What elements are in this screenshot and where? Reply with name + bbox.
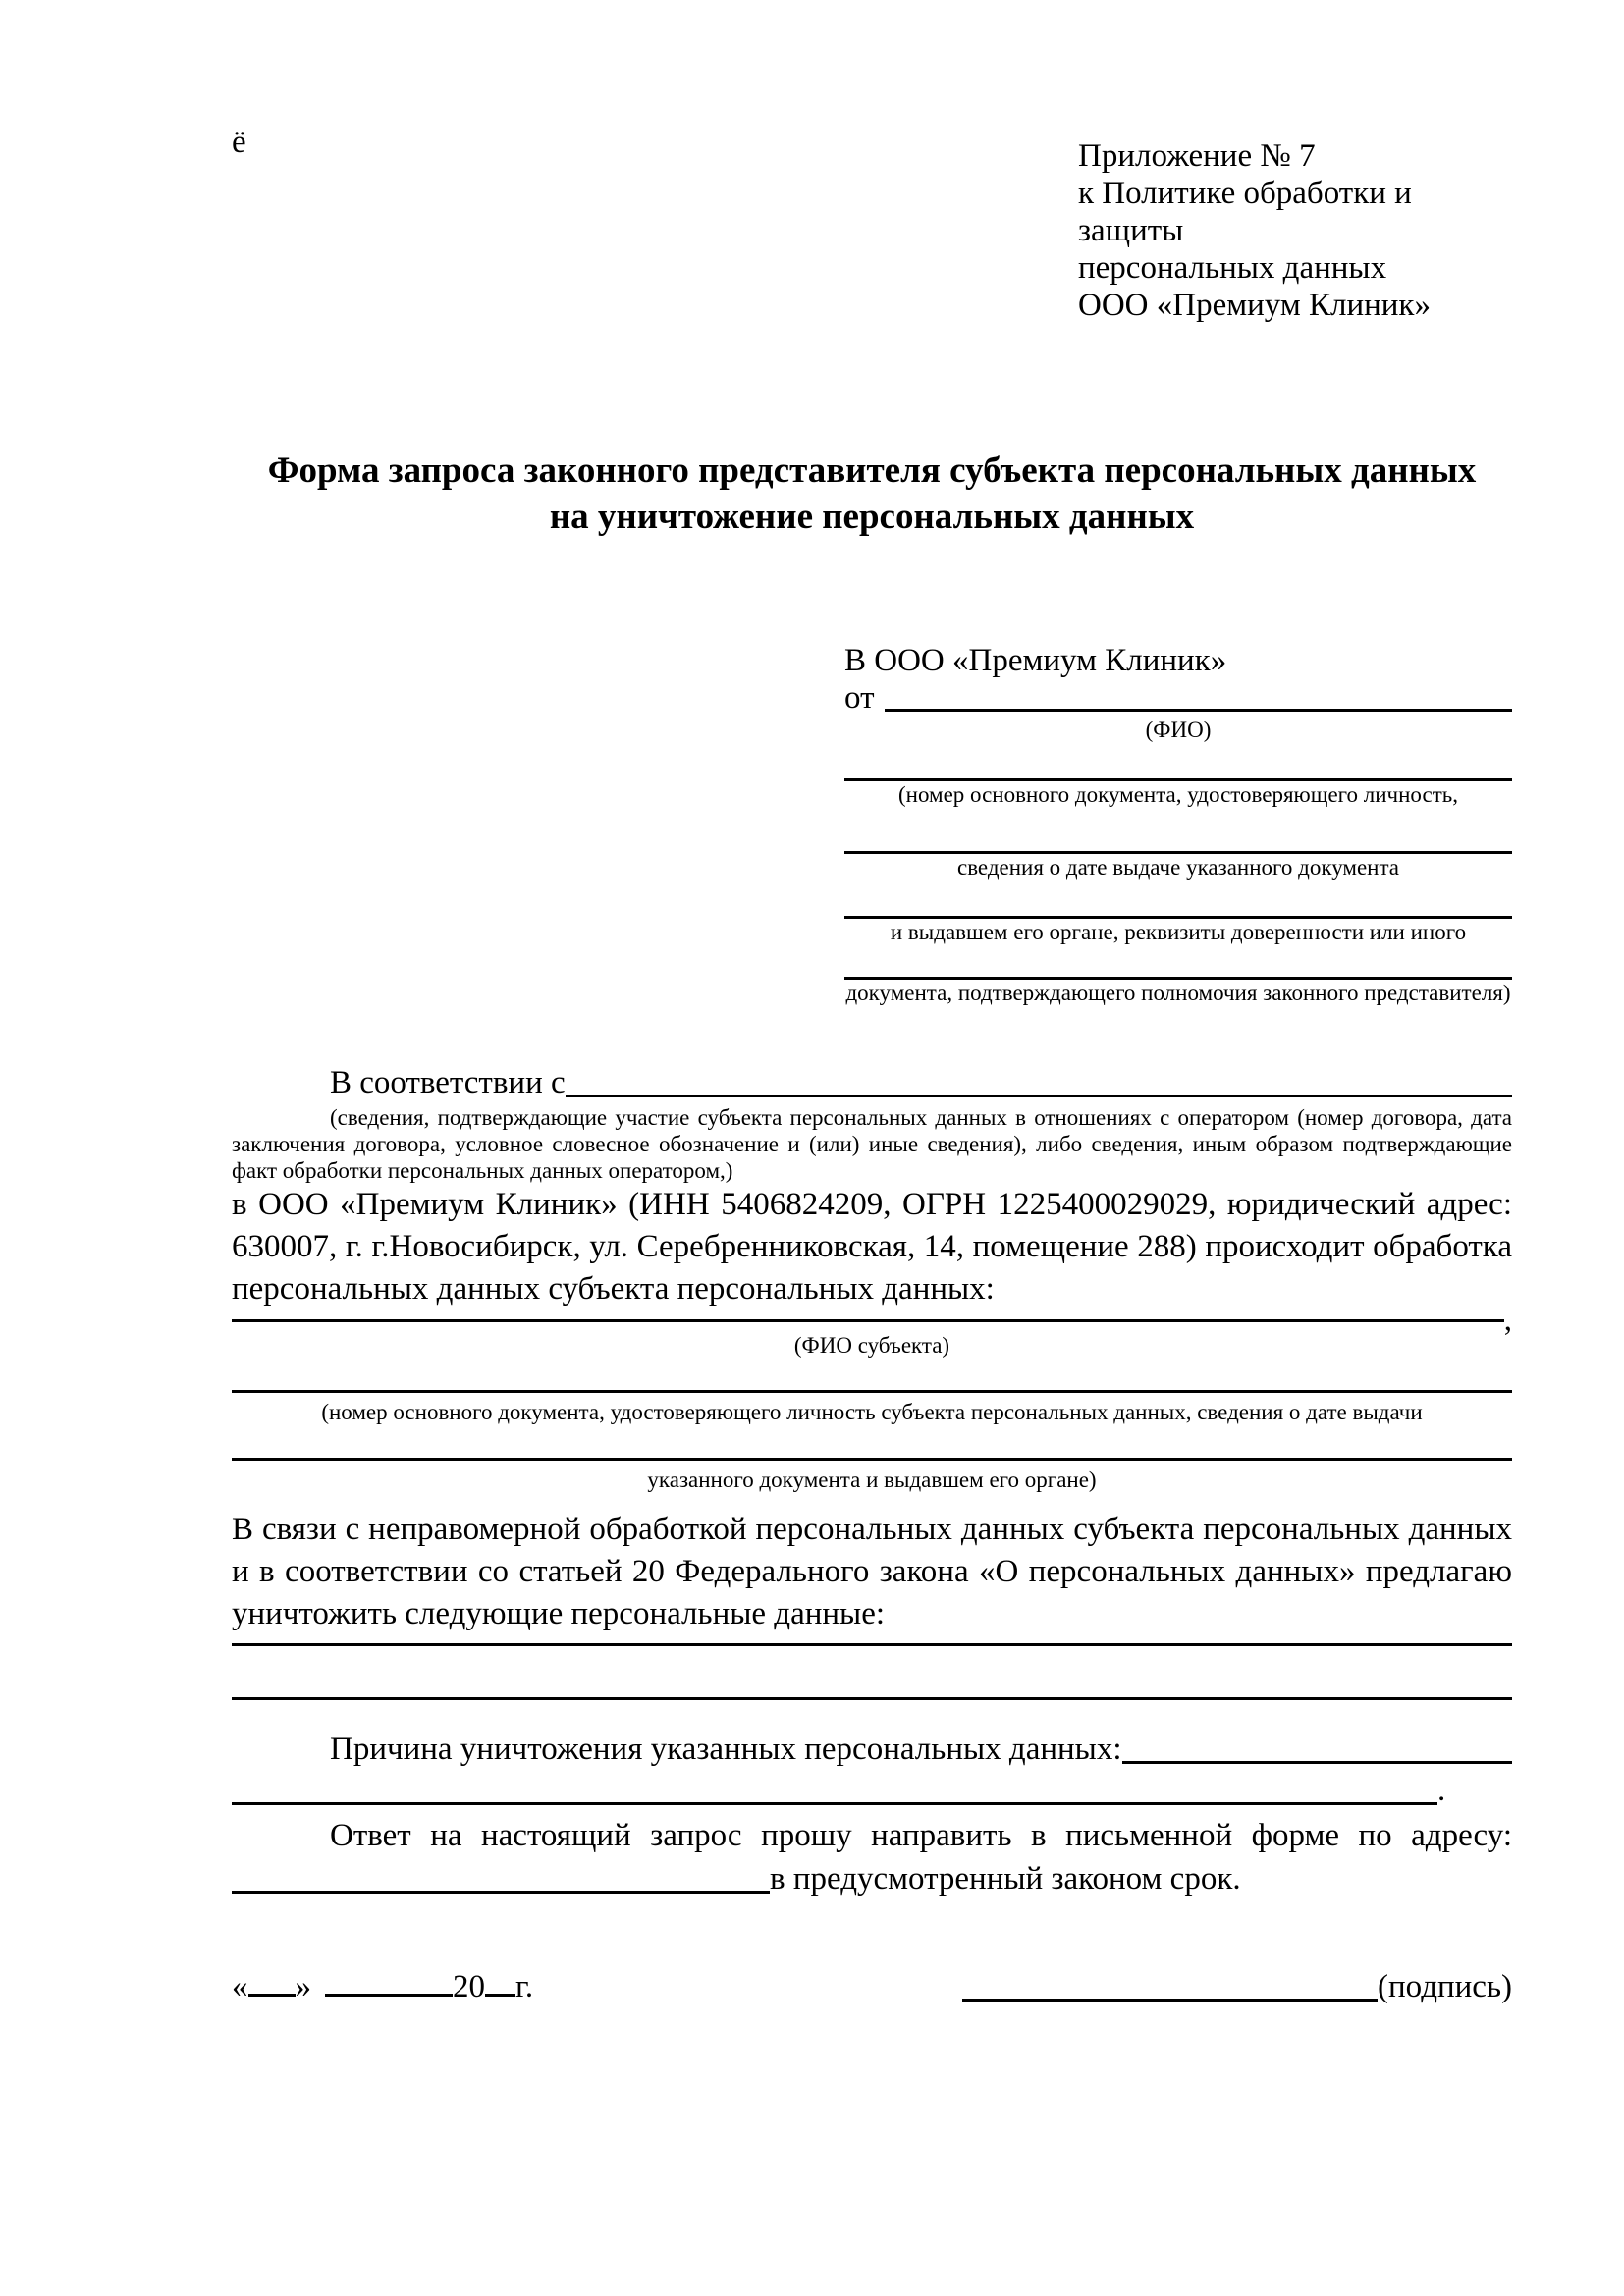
date-year-suffix: г. [515,1969,534,2004]
fio-caption: (ФИО) [1145,718,1212,742]
accordance-lead: В соответствии с [330,1065,566,1100]
subject-document-blank-line [232,1390,1512,1393]
reason-row [232,1730,1512,1769]
subject-authority-caption: указанного документа и выдавшем его органе) [647,1468,1097,1492]
document-title-line-1: Форма запроса законного представителя субъекта персональных данных [267,451,1477,491]
document-title [232,448,1512,540]
reason-blank-line-2 [232,1802,1437,1805]
date-open-quote: « [232,1969,248,2004]
from-row [844,679,1512,717]
reply-tail: в предусмотренный законом срок. [770,1861,1241,1896]
from-label: от [844,680,875,716]
reason-lead: Причина уничтожения указанных персональных данных: [330,1732,1122,1767]
reply-address-blank-line [232,1891,770,1894]
document-title-line-2: на уничтожение персональных данных [549,497,1195,537]
date-month-blank-line [325,1967,453,1997]
top-row [232,124,1512,324]
subject-document-caption: (номер основного документа, удостоверяющего личность субъекта персональных данных, сведения о дате выдачи [321,1400,1423,1424]
trailing-comma: , [1503,1303,1512,1338]
date-year-prefix: 20 [453,1969,485,2004]
data-to-destroy-blank-line-1 [232,1643,1512,1646]
signature-field [962,1967,1512,2006]
appendix-line: ООО «Премиум Клиник» [1078,288,1431,323]
addressee-block [844,642,1512,1006]
subject-fio-row [232,1303,1512,1338]
issue-date-caption: сведения о дате выдаче указанного документа [956,855,1400,880]
operator-paragraph: в ООО «Премиум Клиник» (ИНН 5406824209, ОГРН 1225400029029, юридический адрес: 630007, г. г.Новосибирск, ул. Серебренниковская, 14, помещение 288) происходит обработка персональных данных субъекта персональных данных: [232,1187,1512,1307]
fio-blank-line [885,709,1513,712]
date-year-blank-line [485,1967,515,1997]
document-number-caption: (номер основного документа, удостоверяющего личность, [897,782,1458,807]
reply-request-paragraph: Ответ на настоящий запрос прошу направить в письменной форме по адресу: [330,1818,1512,1853]
date-day-blank-line [248,1967,296,1997]
addressee-organization: В ООО «Премиум Клиник» [844,643,1227,678]
accordance-blank-line [566,1095,1512,1097]
trailing-period: . [1437,1773,1446,1808]
signature-blank-line [962,1999,1378,2002]
appendix-line: к Политике обработки и защиты [1078,176,1412,248]
subject-authority-blank-line [232,1458,1512,1461]
appendix-block [1078,124,1512,324]
accordance-note: (сведения, подтверждающие участие субъекта персональных данных в отношениях с оператором (номер договора, дата заключения договора, условное словесное обозначение и (или) иные сведения), либо сведения, иным образом подтверждающие факт обработки персональных данных оператором,) [232,1105,1512,1183]
appendix-line: персональных данных [1078,250,1387,286]
document-content [232,124,1512,2006]
signature-caption: (подпись) [1378,1969,1512,2004]
date-field [232,1967,533,2006]
footer-row [232,1967,1512,2006]
issuing-authority-caption: и выдавшем его органе, реквизиты доверенности или иного [890,920,1467,944]
authority-document-caption: документа, подтверждающего полномочия законного представителя) [845,981,1511,1005]
accordance-row [232,1063,1512,1102]
appendix-line: Приложение № 7 [1078,138,1316,174]
stray-character: ё [232,125,246,160]
reason-continuation-row [232,1771,1512,1810]
reply-address-row [232,1859,1512,1898]
reason-blank-line [1122,1761,1512,1764]
data-to-destroy-blank-line-2 [232,1697,1512,1700]
subject-fio-caption: (ФИО субъекта) [793,1333,950,1358]
date-close-quote: » [295,1969,311,2004]
subject-fio-blank-line [232,1319,1504,1322]
unlawful-processing-paragraph: В связи с неправомерной обработкой персональных данных субъекта персональных данных и в соответствии со статьей 20 Федерального закона «О персональных данных» предлагаю уничтожить следующие персональные данные: [232,1512,1512,1631]
